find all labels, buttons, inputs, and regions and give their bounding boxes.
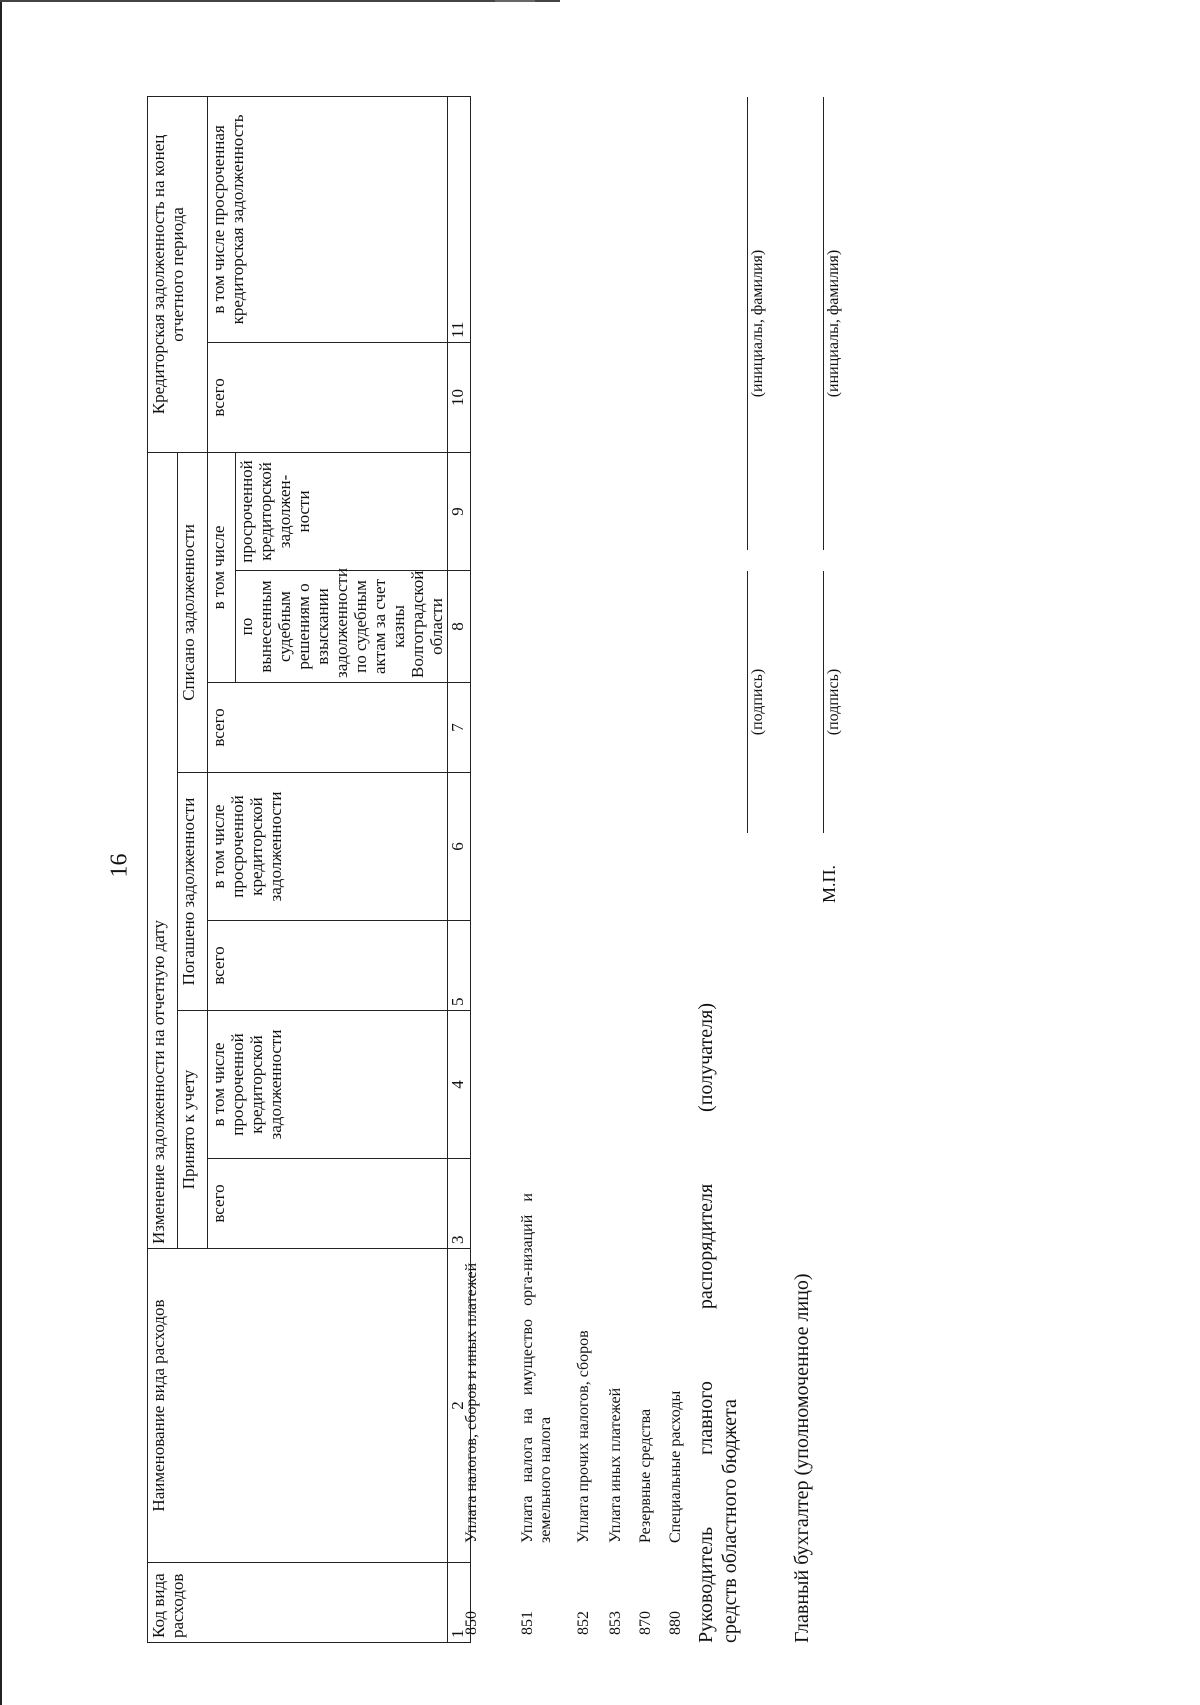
accountant-signature-caption: (подпись) — [825, 668, 842, 736]
header-total: всего — [208, 683, 448, 773]
column-number: 9 — [448, 452, 471, 570]
row-name: Уплата налога на имущество орга-низаций и земельного налога — [519, 1193, 554, 1543]
row-name: Уплата иных платежей — [607, 1387, 624, 1543]
column-number: 2 — [448, 1249, 471, 1563]
column-number: 3 — [448, 1159, 471, 1249]
row-code: 870 — [637, 1611, 654, 1635]
accountant-signature-label: Главный бухгалтер (уполномоченное лицо) — [791, 1273, 813, 1643]
head-signature-label-line1: Руководитель главного распорядителя (получателя) — [695, 1003, 717, 1643]
head-initials-caption: (инициалы, фамилия) — [749, 249, 766, 398]
row-name: Уплата налогов, сборов и иных платежей — [463, 1262, 480, 1543]
scan-top-edge — [0, 0, 560, 2]
head-signature-caption: (подпись) — [749, 668, 766, 736]
row-name: Резервные средства — [637, 1408, 654, 1543]
row-code: 880 — [667, 1611, 684, 1635]
row-code: 851 — [519, 1611, 536, 1635]
row-name: Специальные расходы — [667, 1390, 684, 1543]
accountant-initials-line — [823, 97, 824, 550]
header-incl: в том числе — [208, 452, 236, 682]
header-overdue-short: просроченной кредиторской задолжен-ности — [236, 452, 448, 570]
header-court: по вынесенным судебным решениям о взыскании задолженности по судебным актам за счет казны Волгоградской области — [236, 571, 448, 683]
row-code: 852 — [575, 1611, 592, 1635]
column-number: 7 — [448, 683, 471, 773]
row-code: 850 — [463, 1611, 480, 1635]
header-total: всего — [208, 921, 448, 1011]
header-accepted: Принято к учету — [178, 1011, 208, 1249]
column-number: 8 — [448, 571, 471, 683]
rotated-sheet — [147, 97, 927, 1643]
head-signature-label-line2: средств областного бюджета — [719, 1399, 741, 1643]
header-total: всего — [208, 1159, 448, 1249]
accountant-initials-caption: (инициалы, фамилия) — [825, 249, 842, 398]
row-code: 853 — [607, 1611, 624, 1635]
scan-mark — [495, 0, 535, 2]
row-name: Уплата прочих налогов, сборов — [575, 1330, 592, 1543]
page-number: 16 — [106, 853, 133, 878]
header-code: Код вида расходов — [148, 1563, 448, 1643]
header-total: всего — [208, 342, 448, 452]
header-repaid: Погашено задолженности — [178, 773, 208, 1011]
column-number: 6 — [448, 773, 471, 921]
column-number: 4 — [448, 1011, 471, 1159]
column-number: 11 — [448, 96, 471, 342]
column-number: 10 — [448, 342, 471, 452]
debt-table — [147, 96, 471, 1643]
column-number: 5 — [448, 921, 471, 1011]
header-written-off: Списано задолженности — [178, 452, 208, 772]
header-name: Наименование вида расходов — [148, 1249, 448, 1563]
accountant-signature-line — [823, 571, 824, 833]
header-incl-overdue: в том числе просроченной кредиторской задолженности — [208, 1011, 448, 1159]
header-change: Изменение задолженности на отчетную дату — [148, 452, 178, 1248]
stamp-mark: М.П. — [819, 864, 839, 903]
head-initials-line — [747, 97, 748, 550]
scan-left-edge — [0, 0, 2, 1705]
column-number: 1 — [448, 1563, 471, 1643]
head-signature-line — [747, 571, 748, 833]
header-incl-overdue-end: в том числе просроченная кредиторская задолженность — [208, 96, 448, 342]
header-creditor-end: Кредиторская задолженность на конец отчетного периода — [148, 96, 208, 452]
header-incl-overdue: в том числе просроченной кредиторской задолженности — [208, 773, 448, 921]
